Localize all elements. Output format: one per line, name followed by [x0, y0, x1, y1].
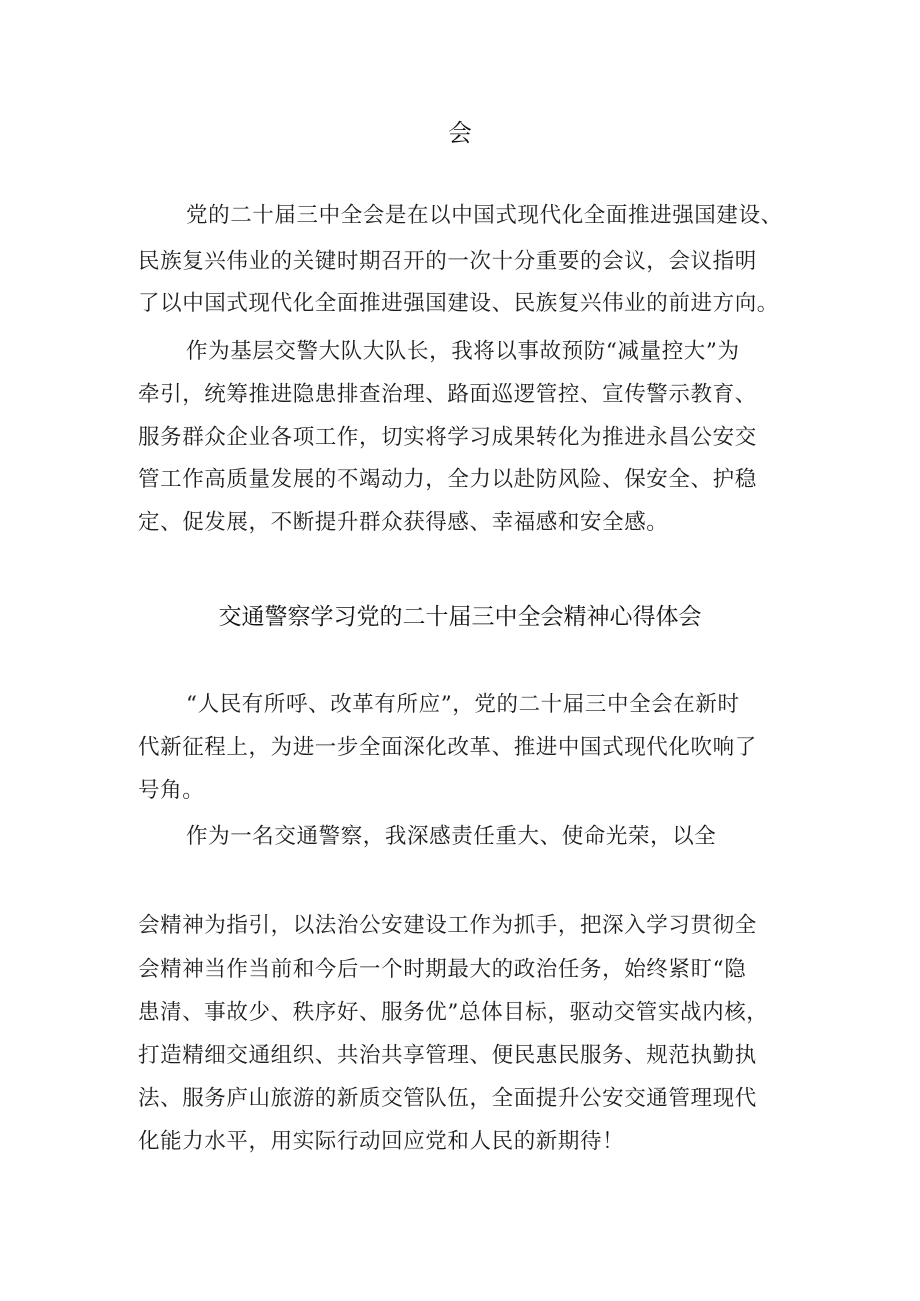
- text-line: 会精神当作当前和今后一个时期最大的政治任务，始终紧盯“隐: [138, 957, 747, 982]
- text-line: 代新征程上，为进一步全面深化改革、推进中国式现代化吹响了: [138, 735, 757, 760]
- text-line: 党的二十届三中全会是在以中国式现代化全面推进强国建设、: [186, 203, 783, 228]
- text-line: “人民有所呼、改革有所应”，党的二十届三中全会在新时: [186, 692, 740, 717]
- text-line: 服务群众企业各项工作，切实将学习成果转化为推进永昌公安交: [138, 425, 757, 450]
- text-line: 号角。: [138, 778, 205, 803]
- text-line: 了以中国式现代化全面推进强国建设、民族复兴伟业的前进方向。: [138, 291, 779, 316]
- text-line: 定、促发展，不断提升群众获得感、幸福感和安全感。: [138, 510, 669, 535]
- text-line: 患清、事故少、秩序好、服务优”总体目标，驱动交管实战内核，: [138, 1000, 769, 1025]
- text-line: 会精神为指引，以法治公安建设工作为抓手，把深入学习贯彻全: [138, 913, 757, 938]
- text-line: 化能力水平，用实际行动回应党和人民的新期待！: [138, 1129, 625, 1154]
- text-line: 打造精细交通组织、共治共享管理、便民惠民服务、规范执勤执: [138, 1043, 757, 1068]
- top-heading: 会: [448, 119, 472, 147]
- text-line: 法、服务庐山旅游的新质交管队伍，全面提升公安交通管理现代: [138, 1086, 757, 1111]
- text-line: 作为基层交警大队大队长，我将以事故预防“减量控大”为: [186, 339, 740, 364]
- text-line: 牵引，统筹推进隐患排查治理、路面巡逻管控、宣传警示教育、: [138, 382, 757, 407]
- text-line: 管工作高质量发展的不竭动力，全力以赴防风险、保安全、护稳: [138, 467, 757, 492]
- text-line: 作为一名交通警察，我深感责任重大、使命光荣，以全: [186, 824, 717, 849]
- section-title: 交通警察学习党的二十届三中全会精神心得体会: [218, 604, 702, 630]
- text-line: 民族复兴伟业的关键时期召开的一次十分重要的会议，会议指明: [138, 249, 757, 274]
